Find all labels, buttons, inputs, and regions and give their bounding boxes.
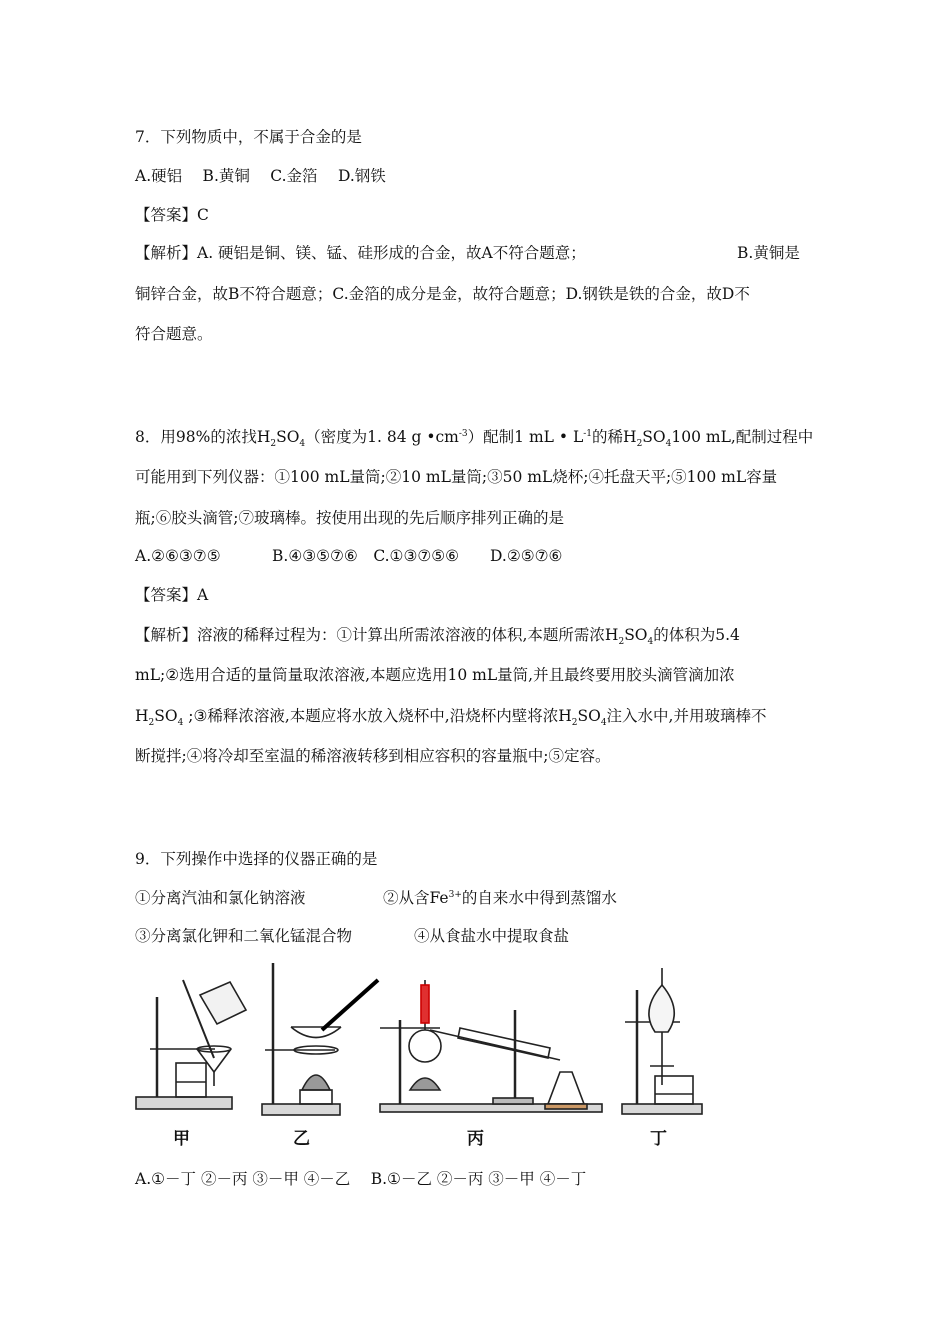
apparatus-bing [380, 980, 602, 1112]
q8-sub: 4 [299, 439, 306, 450]
q9-stem: 9．下列操作中选择的仪器正确的是 [135, 850, 378, 868]
q8-text: 【解析】溶液的稀释过程为：①计算出所需浓溶液的体积,本题所需浓H [135, 626, 619, 644]
q8-sub: 4 [177, 718, 184, 729]
q7-analysis-line1-tail: B.黄铜是 [737, 244, 800, 262]
q9-options: A.①－丁 ②－丙 ③－甲 ④－乙 B.①－乙 ②－丙 ③－甲 ④－丁 [135, 1170, 587, 1188]
q9-text: 的自来水中得到蒸馏水 [461, 889, 617, 907]
q7-answer: 【答案】C [135, 206, 209, 224]
q9-text: ②从含Fe [383, 889, 449, 907]
q8-text: SO [642, 428, 666, 446]
q8-text: 注入水中,并用玻璃棒不 [606, 707, 767, 725]
apparatus-ding [622, 968, 702, 1114]
q8-sup: -1 [583, 428, 593, 439]
q8-text: 的体积为5.4 [653, 626, 740, 644]
q8-text: 的稀H [592, 428, 637, 446]
q7-stem: 7．下列物质中，不属于合金的是 [135, 128, 362, 146]
q8-text: 100 mL,配制过程中 [671, 428, 814, 446]
q8-text: SO [624, 626, 648, 644]
q8-text: SO [154, 707, 178, 725]
figure-label-jia: 甲 [173, 1129, 190, 1149]
q8-answer: 【答案】A [135, 586, 209, 604]
q8-sup: -3 [458, 428, 468, 439]
q9-item3: ③分离氯化钾和二氧化锰混合物 [135, 927, 353, 945]
q7-options: A.硬铝 B.黄铜 C.金箔 D.钢铁 [135, 167, 386, 185]
q8-stem-line2: 可能用到下列仪器：①100 mL量筒;②10 mL量筒;③50 mL烧杯;④托盘天平;⑤100 mL容量 [135, 468, 778, 486]
q8-sub: 2 [636, 439, 643, 450]
apparatus-yi [262, 963, 378, 1115]
q8-sub: 2 [148, 718, 155, 729]
q9-sup: 3+ [448, 889, 462, 900]
q8-text: H [135, 707, 149, 725]
q8-sub: 4 [647, 637, 654, 648]
figure-label-bing: 丙 [467, 1129, 484, 1149]
q8-text: ;③稀释浓溶液,本题应将水放入烧杯中,沿烧杯内壁将浓H [183, 707, 572, 725]
q8-options: A.②⑥③⑦⑤ B.④③⑤⑦⑥ C.①③⑦⑤⑥ D.②⑤⑦⑥ [135, 547, 563, 565]
q7-analysis-line1: 【解析】A. 硬铝是铜、镁、锰、硅形成的合金，故A不符合题意； [135, 244, 586, 262]
q8-stem-line3: 瓶;⑥胶头滴管;⑦玻璃棒。按使用出现的先后顺序排列正确的是 [135, 509, 564, 527]
q8-sub: 4 [600, 718, 607, 729]
q8-text: ）配制1 mL • L [467, 428, 584, 446]
q7-analysis-line2: 铜锌合金，故B不符合题意；C.金箔的成分是金，故符合题意；D.钢铁是铁的合金，故D不 [135, 285, 750, 303]
q8-text: SO [577, 707, 601, 725]
q8-analysis-line2: mL;②选用合适的量筒量取浓溶液,本题应选用10 mL量筒,并且最终要用胶头滴管滴加浓 [135, 666, 735, 684]
q8-text: SO [276, 428, 300, 446]
q9-item4: ④从食盐水中提取食盐 [414, 927, 570, 945]
q8-text: 8．用98%的浓找H [135, 428, 271, 446]
q9-item1: ①分离汽油和氯化钠溶液 [135, 889, 306, 907]
q8-sub: 2 [571, 718, 578, 729]
q8-sub: 2 [270, 439, 277, 450]
q8-analysis-line4: 断搅拌;④将冷却至室温的稀溶液转移到相应容积的容量瓶中;⑤定容。 [135, 747, 611, 765]
q8-sub: 2 [618, 637, 625, 648]
figure-label-ding: 丁 [650, 1129, 667, 1149]
q7-analysis-line3: 符合题意。 [135, 325, 213, 343]
figure-label-yi: 乙 [293, 1129, 310, 1149]
apparatus-jia [136, 980, 246, 1109]
q8-text: （密度为1. 84 g •cm [305, 428, 459, 446]
q8-sub: 4 [665, 439, 672, 450]
